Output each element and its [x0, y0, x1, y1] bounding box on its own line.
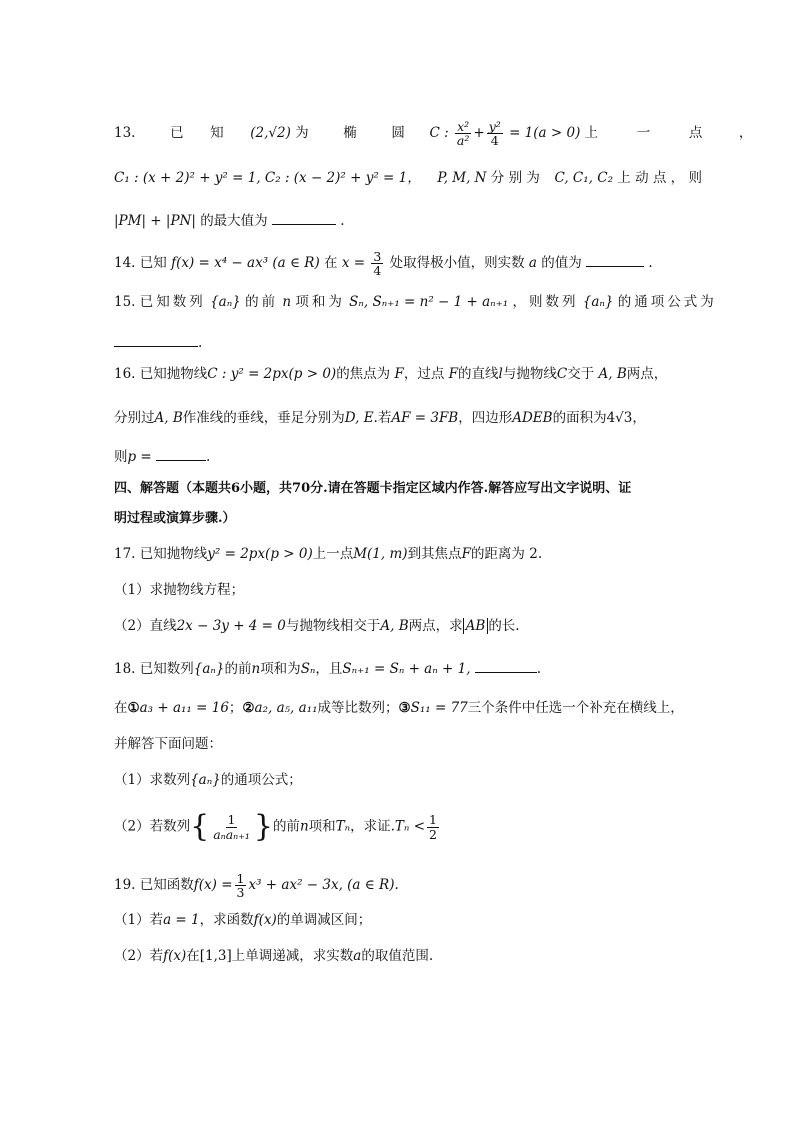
q15-line1: [114, 296, 717, 310]
q19-part-text: ，求函数: [199, 912, 254, 928]
q17-AB: A, B: [380, 618, 409, 634]
q19-fraction: $\frac{1}{3}$: [236, 871, 245, 901]
q16-parabola: C : y² = 2px(p > 0): [207, 366, 337, 382]
q19-number: 19.: [114, 877, 136, 894]
answer-blank[interactable]: [475, 660, 537, 673]
q19-interval: [1,3]: [199, 948, 232, 964]
q18-part1: [114, 774, 302, 788]
section-title: 四、解答题（本题共6小题，共70分.请在答题卡指定区域内作答.解答应写出文字说明、证: [114, 481, 632, 496]
q13-end: .: [340, 213, 345, 229]
q16-text: ，过点: [403, 366, 445, 382]
q16-F: F: [394, 366, 404, 382]
q18-circle-2: ②: [242, 700, 255, 716]
q13-comma: ，: [738, 125, 753, 142]
q17-parabola: y² = 2px(p > 0): [207, 546, 313, 562]
left-brace-icon: {: [190, 809, 210, 844]
q16-area: 4√3: [606, 410, 633, 426]
q16-F: F: [448, 366, 459, 382]
q18-text: 并解答下面问题：: [114, 736, 222, 752]
q19-text: 已知函数: [139, 877, 194, 894]
q18-cond-2: a₂, a₅, a₁₁: [254, 700, 318, 716]
q17-part-text: 的长.: [488, 618, 520, 634]
q14-number: 14.: [114, 255, 136, 272]
q15-relation: Sₙ, Sₙ₊₁ = n² − 1 + aₙ₊₁: [349, 294, 509, 310]
q18-seq: {aₙ}: [193, 661, 225, 677]
q18-S: Sₙ: [300, 661, 316, 677]
q18-part-text: 求数列: [149, 772, 191, 788]
q17-part1: [114, 584, 244, 598]
q18-relation: Sₙ₊₁ = Sₙ + aₙ + 1,: [342, 661, 471, 677]
q18-line1: [114, 660, 541, 677]
q13-ellipse-label: C :: [429, 125, 449, 142]
section-heading-2: [114, 512, 236, 525]
q18-half: $\frac{1}{2}$: [429, 812, 437, 842]
q19-part2: [114, 950, 433, 964]
q16-text: .若: [373, 410, 392, 426]
q17-line-eq: 2x − 3y + 4 = 0: [176, 618, 286, 634]
q16-C: C: [556, 366, 568, 382]
q17-line1: [114, 548, 542, 562]
q15-text: ，则数列: [512, 294, 579, 310]
q18-part-label: （1）: [114, 772, 150, 788]
q18-part-text: 项和: [308, 818, 336, 835]
answer-blank[interactable]: [586, 254, 644, 267]
q18-text: 成等比数列；: [317, 700, 399, 716]
q18-number: 18.: [114, 661, 136, 677]
q18-conditions-2: [114, 738, 222, 752]
q16-text: 两点，: [626, 366, 668, 382]
q13-text: 分 别 为: [490, 170, 540, 186]
q16-line3: [114, 448, 210, 465]
q15-end: .: [198, 335, 203, 351]
q13-circles: C₁ : (x + 2)² + y² = 1, C₂ : (x − 2)² + y² = 1，: [114, 170, 421, 186]
q15-text: 的前: [245, 294, 279, 310]
q18-part-label: （2）: [114, 818, 150, 835]
q17-text: 已知抛物线: [139, 546, 208, 562]
q17-text: 上一点: [312, 546, 354, 562]
q18-circle-1: ①: [127, 700, 140, 716]
q19-part-text: 若: [149, 912, 164, 928]
q18-cond-3: S₁₁ = 77: [410, 700, 468, 716]
q15-text: 的通项公式为: [617, 294, 717, 310]
q17-part-label: （1）: [114, 582, 150, 598]
q14-line: [114, 250, 653, 277]
q19-part1: [114, 914, 371, 928]
q19-function: f(x) =: [193, 877, 233, 894]
q18-part-text: ，求证.: [350, 818, 395, 835]
q16-text: ，四边形: [458, 410, 513, 426]
q18-text: 三个条件中任选一个补充在横线上，: [467, 700, 684, 716]
q13-word: 已: [170, 125, 184, 142]
q18-cond-1: a₃ + a₁₁ = 16: [139, 700, 229, 716]
q18-part-text: 的通项公式；: [220, 772, 302, 788]
q17-part-text: 两点，求: [408, 618, 463, 634]
q16-text: 交于: [567, 366, 595, 382]
section-title-2: 明过程或演算步骤.）: [114, 511, 236, 526]
q15-number: 15.: [114, 294, 136, 310]
q18-conditions: [114, 702, 684, 716]
q16-text: ，: [632, 410, 646, 426]
q15-text: 已知数列: [139, 294, 206, 310]
q17-part-text: 直线: [149, 618, 177, 634]
q17-part-text: 求抛物线方程；: [149, 582, 245, 598]
q16-text: 的面积为: [552, 410, 607, 426]
q13-word: 椭: [343, 125, 357, 142]
q14-text: 已知: [139, 255, 167, 272]
q18-T: Tₙ: [335, 818, 351, 835]
q14-x-eq: x =: [341, 255, 366, 272]
q13-point: (2,√2): [250, 125, 291, 142]
q16-vector: AF = 3FB: [391, 410, 459, 426]
q17-F: F: [461, 546, 471, 562]
q18-text: ，且: [315, 661, 343, 677]
q17-point: M(1, m): [353, 546, 408, 562]
q16-text: 与抛物线: [502, 366, 557, 382]
q14-fraction: $\frac{3}{4}$: [373, 249, 382, 279]
q17-part2: [114, 620, 520, 634]
q16-DE: D, E: [344, 410, 374, 426]
q19-f: f(x): [163, 948, 187, 964]
q18-text: 项和为: [260, 661, 301, 677]
q18-part-text: 的前: [272, 818, 300, 835]
q13-word: 上: [584, 125, 599, 142]
q16-text: 作准线的垂线，垂足分别为: [182, 410, 345, 426]
q13-ask: 的最大值为: [200, 213, 268, 229]
q16-number: 16.: [114, 366, 136, 382]
q19-part-text: 在: [186, 948, 200, 964]
q18-end: .: [536, 661, 542, 677]
q13-word: 为: [295, 125, 309, 142]
q14-function: f(x) = x⁴ − ax³ (a ∈ R): [171, 255, 320, 272]
q16-text: 已知抛物线: [139, 366, 208, 382]
q16-text: 的直线: [458, 366, 499, 382]
q15-n: n: [282, 294, 292, 310]
q17-part-label: （2）: [114, 618, 150, 634]
q13-condition: = 1(a > 0): [509, 125, 581, 142]
q18-text: ；: [228, 700, 243, 716]
q18-text: 的前: [224, 661, 252, 677]
q18-text: 已知数列: [139, 661, 194, 677]
q14-var: a: [528, 255, 537, 272]
q13-line2: [114, 172, 702, 186]
q19-part-text: 上单调递减，求实数: [231, 948, 354, 964]
q18-seq: {aₙ}: [190, 772, 221, 788]
q16-l: l: [498, 366, 503, 382]
q19-part-label: （1）: [114, 912, 150, 928]
q13-word: 点: [688, 125, 703, 142]
q19-part-text: 的单调减区间；: [276, 912, 372, 928]
q18-text: 在: [114, 700, 128, 716]
q13-line3: [114, 212, 345, 229]
q18-circle-3: ③: [398, 700, 411, 716]
answer-blank[interactable]: [272, 212, 336, 225]
answer-blank[interactable]: [114, 334, 198, 347]
q17-number: 17.: [114, 546, 136, 562]
q15-text: 项和为: [295, 294, 345, 310]
q15-seq: {aₙ}: [582, 294, 614, 310]
q18-n: n: [251, 661, 261, 677]
q18-part-text: 若数列: [149, 818, 191, 835]
q15-line2: [114, 334, 202, 351]
q13-number: 13.: [114, 125, 136, 142]
q13-text: 上 动 点 ， 则: [617, 170, 702, 186]
q16-line1: [114, 368, 667, 382]
q19-line1: [114, 872, 399, 899]
q16-AB: A, B: [598, 366, 627, 382]
q19-part-label: （2）: [114, 948, 150, 964]
q19-cond: a = 1: [163, 912, 200, 928]
q13-word: 圆: [391, 125, 405, 142]
q16-end: .: [206, 449, 211, 465]
q18-n: n: [299, 818, 309, 835]
q13-line1: 13. 已 知 (2,√2) 为 椭 圆 C : $\frac{\text{x²}}{\text{a²}}$ + $\frac{\text{y²}}{4}$ = 1(a > 0) 上 一 点 ，: [114, 119, 753, 149]
answer-blank[interactable]: [156, 448, 206, 461]
q13-expression: |PM| + |PN|: [114, 213, 196, 229]
q17-text: 的距离为 2.: [470, 546, 543, 562]
q13-frac-x: $\frac{\text{x²}}{\text{a²}}$: [456, 119, 470, 149]
q17-text: 到其焦点: [407, 546, 462, 562]
q13-word: 知: [210, 125, 224, 142]
q13-frac-y: $\frac{\text{y²}}{4}$: [488, 119, 501, 149]
q16-line2: [114, 412, 646, 426]
q19-part-text: 若: [149, 948, 164, 964]
q14-text: 在: [324, 255, 338, 272]
q16-quad: ADEB: [512, 410, 553, 426]
q14-text: 处取得极小值，则实数: [389, 255, 525, 272]
q16-text: 则: [114, 449, 128, 465]
q19-var: a: [353, 948, 362, 964]
q13-points: P, M, N: [437, 170, 487, 186]
q16-AB: A, B: [154, 410, 183, 426]
section-heading: [114, 482, 631, 495]
q15-seq: {aₙ}: [210, 294, 241, 310]
q14-end: .: [648, 255, 653, 272]
q19-function: x³ + ax² − 3x, (a ∈ R).: [248, 877, 399, 894]
q13-curves: C, C₁, C₂: [554, 170, 613, 186]
q13-word: 一: [636, 125, 651, 142]
q18-part2: [114, 809, 441, 844]
q18-fraction: $\frac{1}{\text{aₙaₙ₊₁}}$: [213, 812, 250, 842]
q14-text: 的值为: [541, 255, 582, 272]
q16-text: 的焦点为: [336, 366, 391, 382]
q16-text: 分别过: [114, 410, 155, 426]
q18-ineq: Tₙ <: [394, 818, 426, 835]
q17-part-text: 与抛物线相交于: [285, 618, 381, 634]
q19-f: f(x): [253, 912, 277, 928]
q16-p: p =: [127, 449, 152, 465]
q19-part-text: 的取值范围.: [361, 948, 434, 964]
right-brace-icon: }: [253, 809, 273, 844]
q17-AB-abs: AB: [463, 618, 489, 634]
